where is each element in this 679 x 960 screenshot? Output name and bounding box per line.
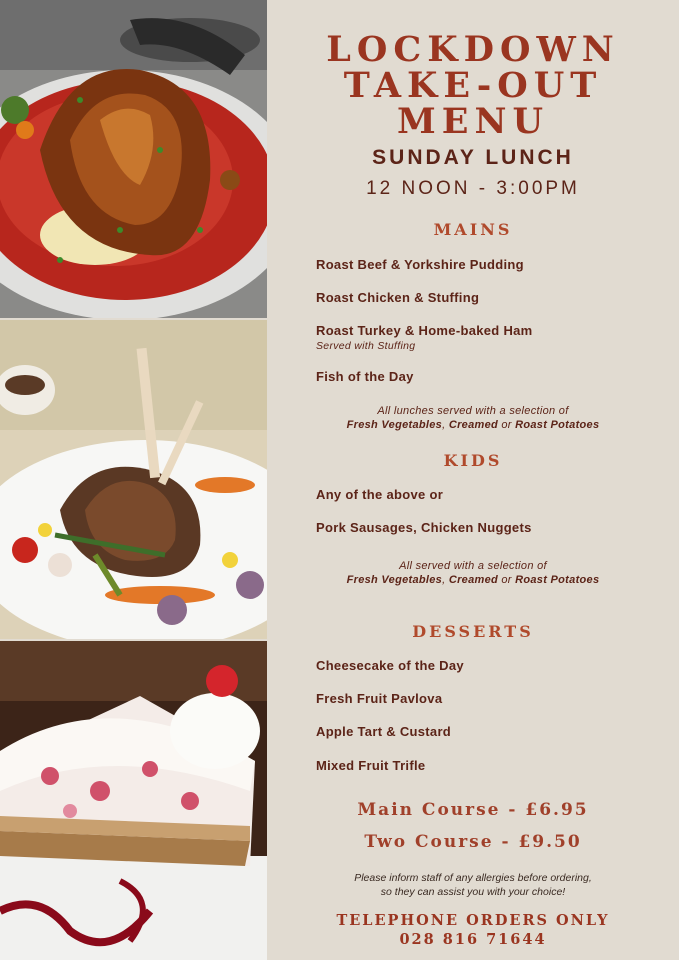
cheesecake-photo [0, 641, 267, 960]
main-course-price: Main Course - £6.95 [357, 800, 589, 820]
subtitle: SUNDAY LUNCH [372, 146, 574, 169]
turkey-note: Served with Stuffing [316, 340, 416, 352]
allergy-notice [267, 871, 679, 899]
roast-chicken-photo [0, 0, 267, 318]
kids-item-sausages-nuggets: Pork Sausages, Chicken Nuggets [316, 520, 532, 535]
phone-number: 028 816 71644 [399, 931, 547, 948]
kids-note-veg1: Fresh Vegetables [346, 574, 443, 586]
kids-note-veg2: Creamed [448, 574, 499, 586]
mains-note-sep1: , [442, 419, 449, 431]
kids-note-line1: All served with a selection of [399, 560, 547, 572]
dessert-item-cheesecake: Cheesecake of the Day [316, 658, 464, 673]
kids-item-any-above: Any of the above or [316, 487, 444, 502]
desserts-heading: DESSERTS [412, 622, 534, 641]
title-line-2: TAKE-OUT [343, 65, 603, 106]
hours: 12 NOON - 3:00PM [366, 178, 580, 199]
mains-item-roast-chicken: Roast Chicken & Stuffing [316, 290, 480, 305]
mains-note-veg1: Fresh Vegetables [346, 419, 443, 431]
mains-note-veg3: Roast Potatoes [515, 419, 600, 431]
mains-item-fish: Fish of the Day [316, 369, 414, 384]
mains-note-veg2: Creamed [448, 419, 499, 431]
mains-note-sep2: or [498, 419, 516, 431]
title-line-1: LOCKDOWN [326, 29, 620, 70]
dessert-item-apple-tart: Apple Tart & Custard [316, 724, 452, 739]
title-line-3: MENU [397, 101, 549, 142]
telephone-orders: TELEPHONE ORDERS ONLY [336, 912, 610, 929]
dessert-item-trifle: Mixed Fruit Trifle [316, 758, 426, 773]
allergy-line1: Please inform staff of any allergies before ordering, [354, 872, 592, 884]
rack-of-lamb-photo [0, 320, 267, 639]
allergy-line2: so they can assist you with your choice! [380, 886, 566, 898]
mains-note [267, 404, 679, 432]
mains-item-roast-turkey: Roast Turkey & Home-baked Ham [316, 323, 533, 338]
mains-heading: MAINS [433, 220, 513, 239]
mains-item-roast-beef: Roast Beef & Yorkshire Pudding [316, 257, 524, 272]
menu-panel [267, 0, 679, 960]
dessert-item-pavlova: Fresh Fruit Pavlova [316, 691, 443, 706]
mains-note-line1: All lunches served with a selection of [377, 405, 569, 417]
kids-heading: KIDS [443, 451, 503, 470]
kids-note-sep1: , [442, 574, 449, 586]
kids-note-sep2: or [498, 574, 516, 586]
kids-note [267, 559, 679, 587]
kids-note-veg3: Roast Potatoes [515, 574, 600, 586]
two-course-price: Two Course - £9.50 [364, 832, 582, 852]
